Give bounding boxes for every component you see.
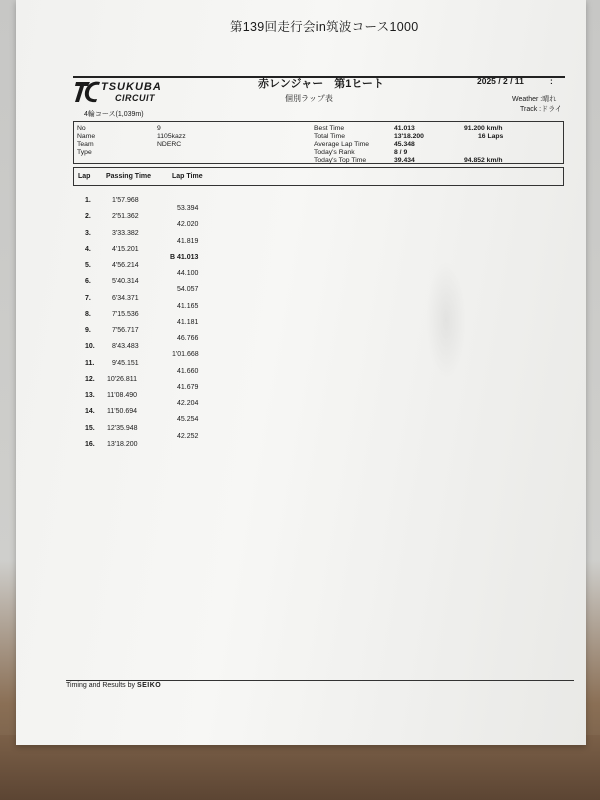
passing-time: 2'51.362 <box>112 213 139 221</box>
best-time-speed: 91.200 km/h <box>464 125 503 132</box>
lap-time: 42.020 <box>177 221 199 229</box>
footer-credit <box>66 682 161 689</box>
top-time-value: 39.434 <box>394 157 415 164</box>
paper-crease <box>426 260 466 380</box>
lap-number: 9. <box>85 327 91 334</box>
time-colon: : <box>550 76 553 86</box>
lap-number: 14. <box>85 408 95 416</box>
lap-time: 44.100 <box>177 270 199 278</box>
type-label: Type <box>77 149 92 156</box>
best-lap-time: B 41.013 <box>170 253 199 261</box>
passing-time: 7'56.717 <box>112 327 139 334</box>
heat-title: 赤レンジャー 第1ヒート <box>258 78 384 90</box>
footer-rule <box>66 680 574 681</box>
lap-time: 41.165 <box>177 302 199 310</box>
passing-time: 11'50.694 <box>107 408 138 416</box>
tsukuba-circuit-logo <box>74 78 192 106</box>
lap-number: 11. <box>85 359 95 367</box>
total-time-value: 13'18.200 <box>394 133 424 140</box>
no-label: No <box>77 125 86 132</box>
average-lap-label: Average Lap Time <box>314 141 370 148</box>
lap-number: 4. <box>85 245 91 253</box>
passing-time: 6'34.371 <box>112 294 139 302</box>
passing-time: 3'33.382 <box>112 229 139 237</box>
lap-number: 3. <box>85 229 91 237</box>
passing-time: 13'18.200 <box>107 440 138 448</box>
lap-number: 10. <box>85 343 95 351</box>
lap-number: 7. <box>85 294 91 302</box>
lap-number: 2. <box>85 213 91 221</box>
lap-number: 8. <box>85 310 91 318</box>
name-value: 1105kazz <box>157 133 186 140</box>
rank-value: 8 / 9 <box>394 149 408 156</box>
lap-number: 12. <box>85 375 95 383</box>
passing-time: 7'15.536 <box>112 310 139 318</box>
passing-time: 4'15.201 <box>112 245 139 253</box>
passing-time: 4'56.214 <box>112 262 139 269</box>
seiko-brand: SEIKO <box>136 682 162 689</box>
course-label: 4輪コース(1,039m) <box>84 111 144 118</box>
footer-prefix: Timing and Results by <box>66 682 137 689</box>
lap-time: 1'01.668 <box>172 351 199 359</box>
lap-number: 1. <box>85 197 91 204</box>
lap-time: 46.766 <box>177 335 199 343</box>
tc-logo-icon <box>74 78 102 104</box>
passing-time: 1'57.968 <box>112 197 139 204</box>
passing-time: 11'08.490 <box>107 392 138 399</box>
best-time-label: Best Time <box>314 125 345 132</box>
col-passing-time: Passing Time <box>106 173 152 180</box>
passing-time: 5'40.314 <box>112 278 139 286</box>
lap-number: 16. <box>85 440 95 448</box>
lap-time: 54.057 <box>177 286 199 294</box>
lap-time: 53.394 <box>177 205 199 213</box>
lap-time: 42.252 <box>177 432 199 440</box>
lap-number: 13. <box>85 392 95 399</box>
lap-time: 45.254 <box>177 416 199 424</box>
meeting-title: 第139回走行会in筑波コース1000 <box>230 20 419 34</box>
no-value: 9 <box>157 125 161 132</box>
total-laps: 16 Laps <box>478 133 504 140</box>
logo-word-tsukuba: TSUKUBA <box>101 81 162 93</box>
passing-time: 9'45.151 <box>112 359 139 367</box>
passing-time: 10'26.811 <box>107 375 138 383</box>
top-time-label: Today's Top Time <box>314 157 367 164</box>
top-time-speed: 94.852 km/h <box>464 157 503 164</box>
team-label: Team <box>77 141 94 148</box>
lap-time: 41.660 <box>177 367 199 375</box>
lap-number: 6. <box>85 278 91 286</box>
lap-time: 41.181 <box>177 318 199 326</box>
passing-time: 12'35.948 <box>107 424 138 432</box>
track-condition: Track :ドライ <box>520 106 562 113</box>
name-label: Name <box>77 133 96 140</box>
driver-info-box <box>73 121 564 164</box>
average-lap-value: 45.348 <box>394 141 415 148</box>
lap-time: 41.819 <box>177 237 199 245</box>
sheet-title: 個別ラップ表 <box>285 94 333 103</box>
logo-word-circuit: CIRCUIT <box>115 93 155 103</box>
weather: Weather :晴れ <box>512 96 557 103</box>
col-lap: Lap <box>78 173 91 180</box>
passing-time: 8'43.483 <box>112 343 139 351</box>
lap-time: 41.679 <box>177 383 199 391</box>
col-lap-time: Lap Time <box>172 173 203 180</box>
column-header-box <box>73 167 564 186</box>
lap-number: 15. <box>85 424 95 432</box>
rank-label: Today's Rank <box>314 149 355 156</box>
team-value: NDERC <box>157 141 182 148</box>
total-time-label: Total Time <box>314 133 345 140</box>
best-time-value: 41.013 <box>394 125 415 132</box>
lap-time: 42.204 <box>177 400 199 408</box>
date: 2025 / 2 / 11 <box>477 76 524 86</box>
lap-number: 5. <box>85 262 91 269</box>
